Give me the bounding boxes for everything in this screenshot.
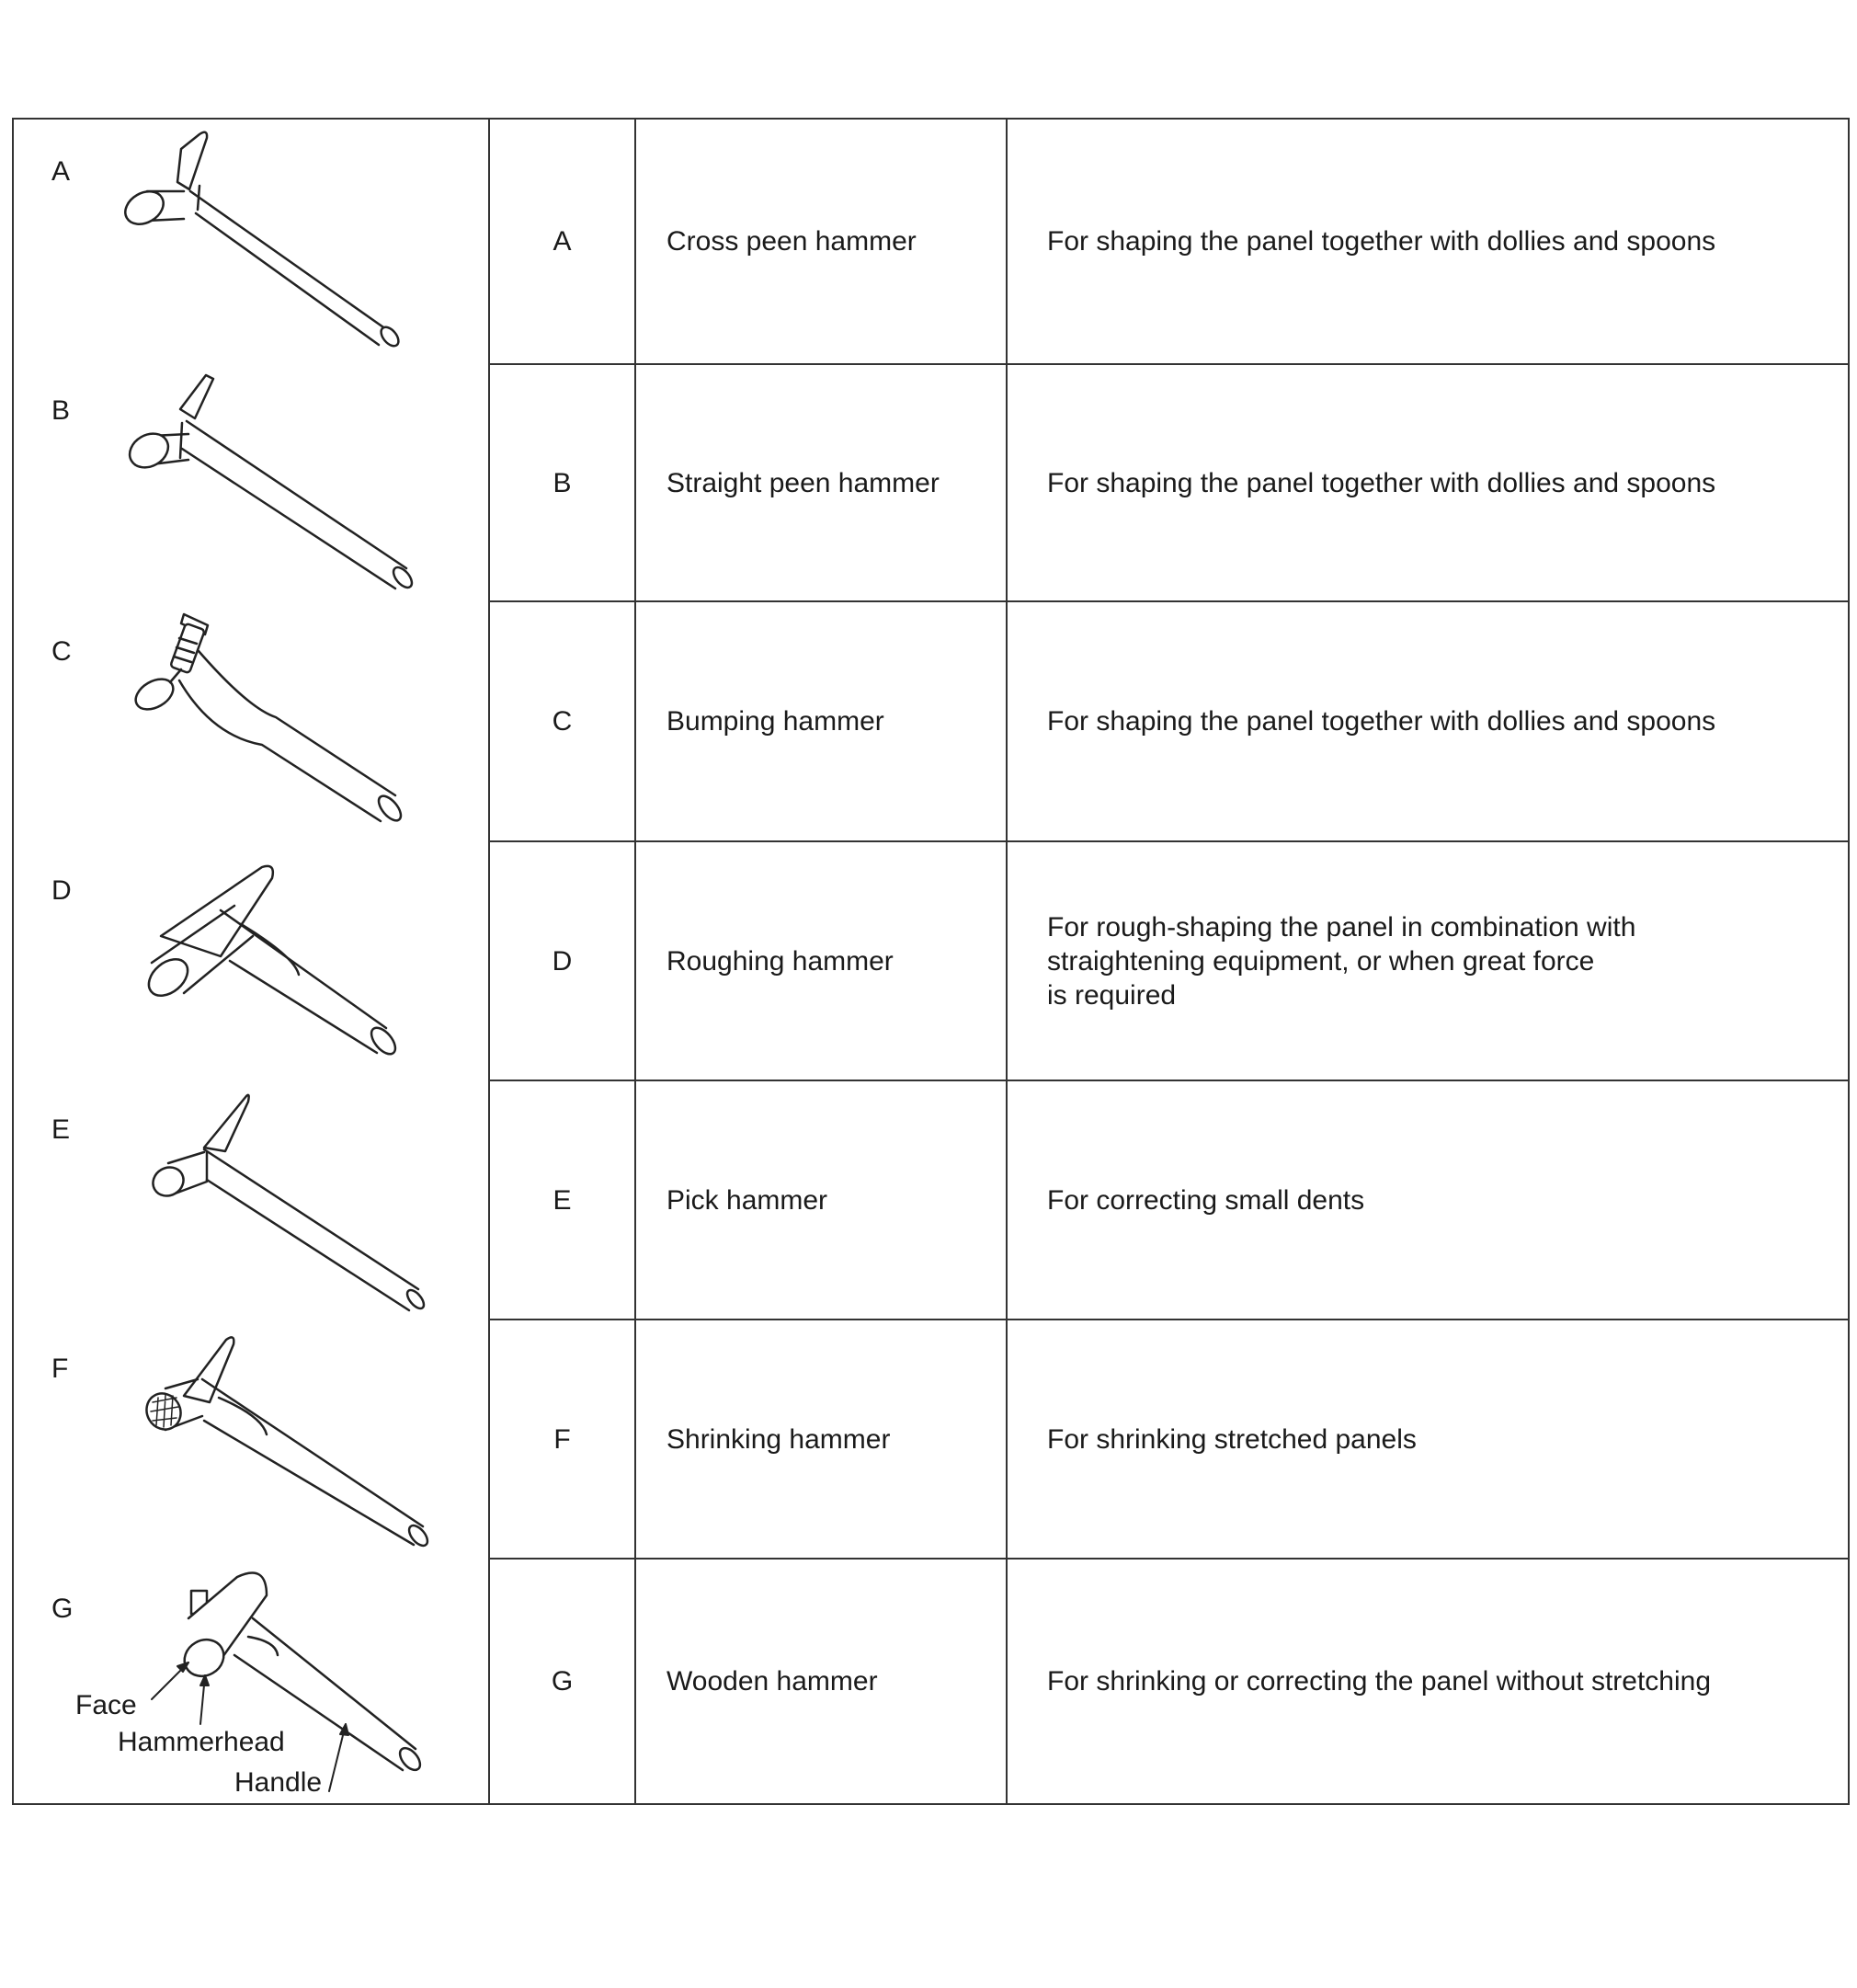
- hammer-name: Pick hammer: [666, 1184, 828, 1216]
- hammer-description: For shaping the panel together with dollies and spoons: [1047, 226, 1716, 257]
- illustration-label: B: [51, 395, 71, 426]
- row-letter: C: [552, 706, 573, 737]
- hammer-description: For shaping the panel together with dollies and spoons: [1047, 467, 1716, 498]
- hammer-name: Wooden hammer: [666, 1666, 878, 1697]
- row-letter: A: [553, 226, 572, 257]
- hammer-description: For shrinking stretched panels: [1047, 1423, 1417, 1455]
- callout-handle: Handle: [234, 1767, 323, 1798]
- illustration-label: E: [51, 1114, 71, 1145]
- row-letter: B: [553, 467, 572, 498]
- illustration-label: A: [51, 156, 71, 187]
- cross-peen-hammer-icon: [120, 132, 402, 349]
- illustration-label: F: [51, 1354, 69, 1384]
- row-letter: F: [553, 1423, 571, 1455]
- illustration-label: D: [51, 875, 72, 906]
- illustration-label: C: [51, 636, 72, 667]
- bumping-hammer-icon: [131, 614, 404, 824]
- callout-hammerhead: Hammerhead: [118, 1727, 285, 1757]
- hammer-name: Bumping hammer: [666, 706, 884, 737]
- hammer-description: For correcting small dents: [1047, 1184, 1365, 1216]
- straight-peen-hammer-icon: [123, 375, 415, 590]
- row-letter: G: [551, 1666, 574, 1697]
- callout-face: Face: [75, 1690, 137, 1720]
- hammer-name: Straight peen hammer: [666, 467, 940, 498]
- row-letter: E: [553, 1184, 572, 1216]
- column-divider-letter: [634, 118, 636, 1805]
- hammer-name: Shrinking hammer: [666, 1423, 891, 1455]
- row-letter: D: [552, 945, 573, 977]
- hammer-name: Roughing hammer: [666, 945, 894, 977]
- illustration-label: G: [51, 1594, 74, 1624]
- hammer-description: For shrinking or correcting the panel without stretching: [1047, 1666, 1712, 1697]
- hammer-description: For shaping the panel together with dollies and spoons: [1047, 706, 1716, 737]
- pick-hammer-icon: [148, 1095, 427, 1311]
- shrinking-hammer-icon: [140, 1337, 430, 1548]
- hammer-name: Cross peen hammer: [666, 226, 917, 257]
- hammer-description: For rough-shaping the panel in combination with straightening equipment, or when great force is required: [1047, 911, 1636, 1011]
- roughing-hammer-icon: [142, 866, 399, 1058]
